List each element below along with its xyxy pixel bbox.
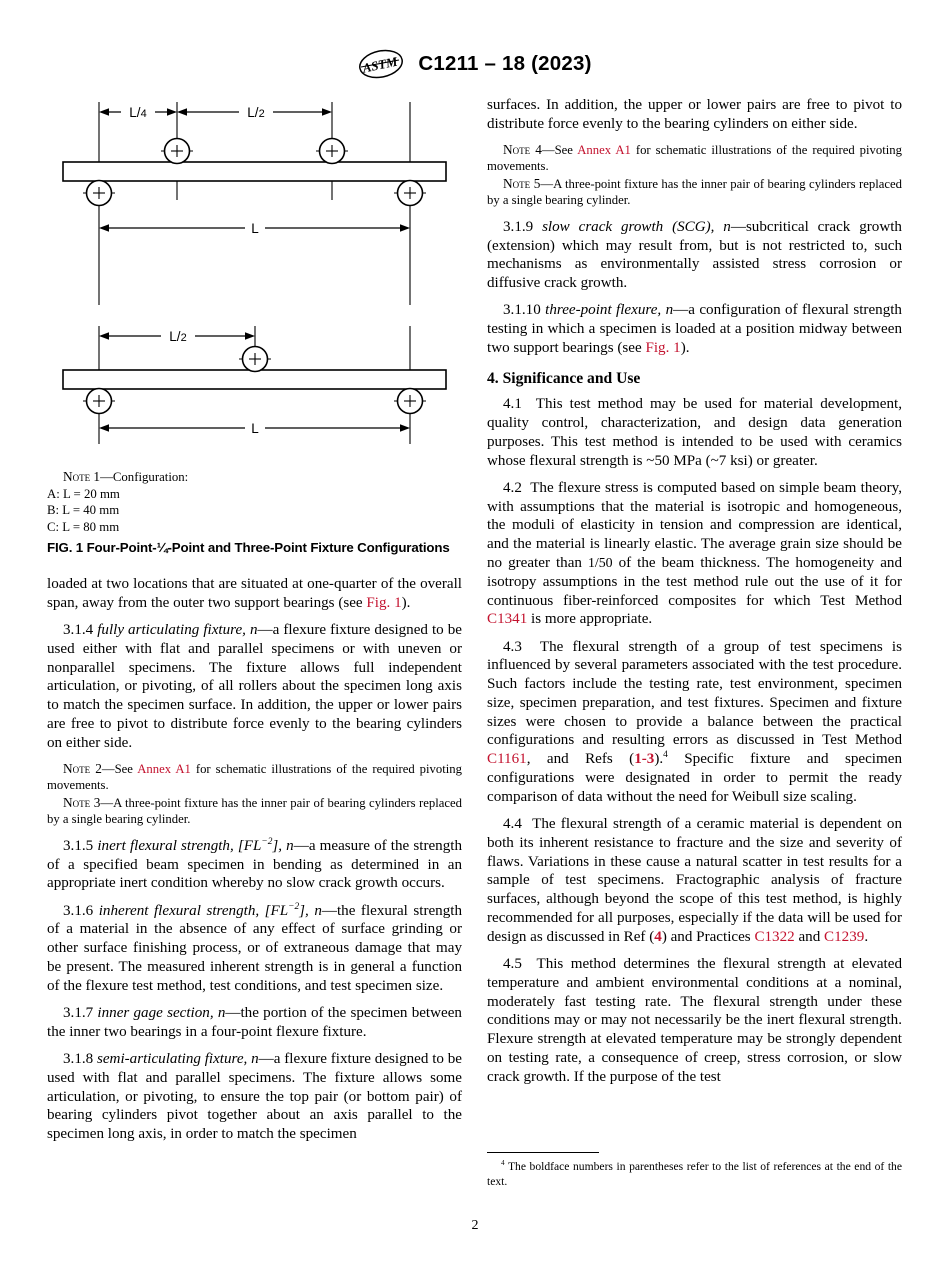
- note-2-block: [47, 761, 462, 793]
- para-number: 4.1: [503, 396, 522, 413]
- note-label: Note 3: [63, 795, 101, 811]
- footnote-number: 4: [501, 1159, 505, 1168]
- footnote-divider: [487, 1152, 599, 1153]
- para-text-mid: , and Refs (: [526, 751, 635, 768]
- para-text: The flexural strength of a ceramic material is dependent on both its inherent resistance to fracture and the size and severity of flaws. Variations in these cause a natural scatter in test results for a sample of test specimens. Fractographic analysis of fracture surfaces, although beyond the scope of this test method, is highly recommended for all purposes, especially if the data will be used for design as discussed in Ref (: [487, 816, 902, 945]
- section-heading-significance-and-use: 4. Significance and Use: [487, 369, 641, 387]
- figure-config-b: B: L = 40 mm: [47, 503, 120, 518]
- defined-term-end: ], n: [272, 837, 294, 854]
- defined-term-exponent: −2: [261, 836, 273, 847]
- paragraph-3-1-5: [47, 837, 462, 893]
- para-text: —the flexural strength of a material in the absence of any effect of surface grinding or other surface finishing process, or of extraneous damage that may be present. The measured inherent strength is in general a function of the flexure test method, test conditions, and test specimen size.: [47, 902, 463, 994]
- four-point-quarter-point-fixture-diagram: [47, 90, 462, 320]
- dimension-label-full-span: L: [251, 421, 259, 436]
- footnote-marker[interactable]: 4: [663, 750, 668, 761]
- dimension-label-quarter-span: L/4: [129, 105, 147, 120]
- paragraph-3-1-8-continued: surfaces. In addition, the upper or lower pairs are free to pivot to distribute force evenly to the bearing cylinders on either side.: [487, 97, 902, 132]
- para-text-end: ).: [680, 340, 690, 356]
- defined-term: slow crack growth (SCG), n: [542, 218, 731, 235]
- lower-roller-left: [83, 181, 115, 206]
- note-label: Note 5: [503, 176, 541, 192]
- defined-term-exponent: −2: [288, 901, 300, 912]
- lower-roller-left: [83, 389, 115, 414]
- page-header-title: C1211 – 18 (2023): [418, 52, 592, 75]
- para-text-end: ).: [401, 594, 411, 611]
- para-text: The flexural strength of a group of test specimens is influenced by several parameters associated with the test procedure. Such factors include the testing rate, test environment, specimen size, specimen preparation, and test fixtures. Specimen and fixture sizes were chosen to provide a balance between the practical configurations and resulting errors as discussed in Test Method: [487, 638, 902, 749]
- note-5-block: [487, 176, 902, 208]
- note-3-block: [47, 795, 462, 827]
- note-text: —See: [541, 143, 578, 158]
- para-number: 4.2: [503, 479, 522, 496]
- figure-config-c: C: L = 80 mm: [47, 519, 120, 534]
- para-number: 3.1.4: [63, 622, 94, 639]
- defined-term-main: inherent flexural strength, [FL: [98, 902, 289, 919]
- para-text-end: Specific fixture and specimen configurations were designated in order to permit the ready comparison of data without the need for Weibull size scaling.: [487, 751, 902, 805]
- reference-link-ref-4[interactable]: 4: [654, 928, 662, 945]
- paragraph-3-1-9: [487, 218, 902, 293]
- svg-text:ASTM: ASTM: [361, 53, 400, 76]
- note-text-end: for schematic illustrations of the required pivoting movements.: [47, 762, 462, 792]
- paragraph-3-1-4: [47, 621, 462, 752]
- note-4-block: [487, 142, 902, 174]
- dimension-label-full-span: L: [251, 221, 259, 236]
- upper-roller-center: [239, 347, 271, 372]
- para-text-end: .: [864, 928, 869, 945]
- fraction-one-fiftieth: 1/50: [587, 555, 613, 571]
- arrowhead: [167, 108, 177, 116]
- lower-roller-right: [394, 389, 426, 414]
- para-text: —a flexure fixture designed to be used either with flat and parallel specimens or with uneven or nonparallel specimens. The fixture allows full independent articulation, or pivoting, of all rollers about the specimen long axis to match the specimen surface. In addition, the upper or lower pairs are free to pivot to distribute force evenly to the bearing cylinders on either side.: [47, 622, 462, 751]
- note-label: Note 4: [503, 142, 542, 158]
- para-text: —subcritical crack growth (extension) which may result from, but is not restricted to, such mechanisms as environmentally assisted stress corrosion or diffusive crack growth.: [487, 218, 902, 292]
- para-text: This method determines the flexural strength at elevated temperature and ambient environmental conditions at a nominal, moderately fast testing rate. The flexural strength under these conditions may or may not necessarily be the inert flexural strength. Flexure strength at elevated temperature may be strongly dependent on testing rate, a consequence of creep, stress corrosion, or slow crack growth. If the purpose of the test: [487, 956, 902, 1085]
- para-number: 3.1.9: [503, 218, 534, 235]
- figure-note-text: —Configuration:: [100, 470, 189, 484]
- figure-notes: [47, 468, 462, 536]
- defined-term: fully articulating fixture, n: [97, 622, 258, 639]
- note-text-end: for schematic illustrations of the required pivoting movements.: [487, 143, 902, 173]
- reference-link-c1161[interactable]: C1161: [487, 751, 527, 768]
- paragraph-3-1-6: [47, 902, 462, 996]
- para-text-mid2: ).: [654, 751, 664, 768]
- para-text: —a flexure fixture designed to be used with flat and parallel specimens. The fixture allows some articulation, or pivoting, to ensure the top pair (or bottom pair) of bearing cylinders pivot together about an axis parallel to the specimen long axis, in order to match the specimen: [47, 1051, 462, 1143]
- note-text: —See: [101, 762, 138, 777]
- para-text: —a measure of the strength of a specified beam specimen in bending as determined in an appropriate inert condition whereby no slow crack growth occurs.: [47, 837, 463, 892]
- dimension-label-half-span: L/2: [247, 105, 265, 120]
- defined-term: three-point flexure, n: [545, 302, 674, 319]
- reference-link-fig-1[interactable]: Fig. 1: [366, 594, 402, 611]
- note-4: [487, 142, 902, 174]
- paragraph-4-4: [487, 815, 902, 946]
- para-text: This test method may be used for material development, quality control, characterization, and design data generation purposes. This test method is intended to be used with ceramics whose flexural strength is ~50 MPa (~7 ksi) or greater.: [487, 396, 902, 469]
- upper-roller-right: [316, 139, 348, 164]
- defined-term-end: ], n: [299, 902, 322, 919]
- para-number: 3.1.8: [63, 1051, 94, 1068]
- astm-logo-icon: [358, 49, 404, 79]
- footnote-4: [487, 1160, 902, 1189]
- dimension-label-half-span: L/2: [169, 329, 187, 344]
- upper-roller-left: [161, 139, 193, 164]
- left-column: [47, 575, 462, 1153]
- reference-link-fig-1[interactable]: Fig. 1: [645, 340, 681, 356]
- paragraph-4-1: [487, 395, 902, 470]
- defined-term-main: inert flexural strength, [FL: [97, 837, 262, 854]
- paragraph-4-5: [487, 955, 902, 1086]
- reference-link-c1322[interactable]: C1322: [754, 928, 795, 945]
- page-number: 2: [471, 1218, 479, 1233]
- reference-link-annex-a1[interactable]: Annex A1: [137, 762, 191, 777]
- defined-term: [97, 838, 293, 854]
- figure-note-label: Note 1: [63, 469, 101, 484]
- para-text: The flexure stress is computed based on simple beam theory, with assumptions that the material is isotropic and homogeneous, the moduli of elasticity in tension and compression are identical, and the material is linearly elastic. The average grain size should be no greater than: [487, 479, 902, 571]
- specimen-bar: [63, 370, 446, 389]
- para-text-mid: of the beam thickness. The homogeneity and isotropy assumptions in the test method rule out the use of it for continuous fiber-reinforced composites for which Test Method: [487, 554, 902, 609]
- para-text: loaded at two locations that are situated at one-quarter of the overall span, away from the outer two support bearings (see: [47, 576, 462, 611]
- note-2: [47, 761, 462, 793]
- para-number: 3.1.5: [63, 837, 94, 854]
- lower-roller-right: [394, 181, 426, 206]
- paragraph-3-1-8: [47, 1050, 462, 1144]
- specimen-bar: [63, 162, 446, 181]
- reference-link-c1239[interactable]: C1239: [824, 928, 865, 945]
- footnote-area: [487, 1152, 902, 1189]
- paragraph-3-1-10: [487, 301, 902, 357]
- para-number: 4.4: [503, 816, 522, 833]
- arrowhead: [99, 108, 109, 116]
- note-5: [487, 176, 902, 208]
- reference-link-refs-1-3[interactable]: 1-3: [634, 751, 655, 768]
- figure-note-1: [47, 468, 462, 486]
- para-text: —the portion of the specimen between the inner two bearings in a four-point flexure fixture.: [47, 1005, 462, 1040]
- reference-link-c1341[interactable]: C1341: [487, 611, 528, 628]
- defined-term: inner gage section, n: [97, 1005, 226, 1022]
- para-number: 3.1.6: [63, 902, 94, 919]
- footnote-body: The boldface numbers in parentheses refer to the list of references at the end of the text.: [487, 1160, 902, 1188]
- note-text: —A three-point fixture has the inner pair of bearing cylinders replaced by a single bearing cylinder.: [47, 796, 462, 827]
- para-text-mid: ) and Practices: [661, 928, 755, 945]
- three-point-fixture-diagram: [47, 314, 462, 466]
- figure-caption: FIG. 1 Four-Point-¼-Point and Three-Point Fixture Configurations: [47, 539, 450, 555]
- para-number: 3.1.10: [503, 302, 541, 319]
- note-label: Note 2: [63, 761, 102, 777]
- reference-link-annex-a1[interactable]: Annex A1: [577, 143, 631, 158]
- paragraph-4-2: [487, 479, 902, 629]
- para-number: 4.3: [503, 638, 522, 655]
- note-3: [47, 795, 462, 827]
- page-header: [0, 44, 950, 84]
- right-column: [487, 96, 902, 1095]
- para-text-mid2: and: [794, 928, 825, 945]
- defined-term: semi-articulating fixture, n: [96, 1051, 259, 1068]
- paragraph-4-3: [487, 638, 902, 807]
- paragraph-3-1-3-continued: [47, 575, 462, 613]
- figure-config-a: A: L = 20 mm: [47, 486, 120, 501]
- para-text: —a configuration of flexural strength testing in which a specimen is loaded at a position midway between two support bearings (see: [487, 302, 902, 356]
- defined-term: [99, 903, 322, 919]
- paragraph-3-1-7: [47, 1004, 462, 1042]
- note-text: —A three-point fixture has the inner pair of bearing cylinders replaced by a single bearing cylinder.: [487, 177, 902, 208]
- para-text-end: is more appropriate.: [527, 611, 653, 628]
- para-number: 4.5: [503, 956, 522, 973]
- figure-1: [47, 90, 462, 555]
- para-number: 3.1.7: [63, 1005, 94, 1022]
